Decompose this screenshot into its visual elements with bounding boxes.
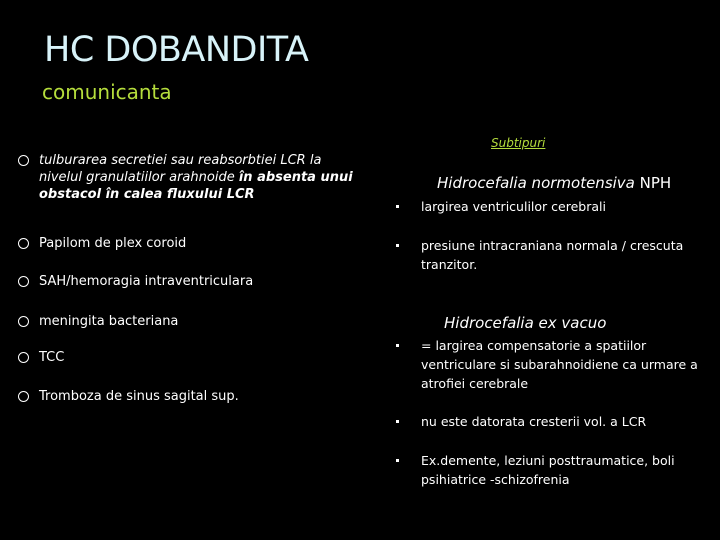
list-item-label: Tromboza de sinus sagital sup. xyxy=(39,389,239,404)
slide-subtitle: comunicanta xyxy=(42,80,172,104)
circle-bullet-icon xyxy=(18,352,29,363)
list-item xyxy=(396,451,716,489)
list-item xyxy=(18,388,356,405)
circle-bullet-icon xyxy=(18,316,29,327)
circle-bullet-icon xyxy=(18,276,29,287)
list-item-label: largirea ventriculilor cerebrali xyxy=(421,199,606,214)
list-item xyxy=(396,412,716,431)
subtypes-heading: Subtipuri xyxy=(491,136,546,150)
list-item xyxy=(18,235,356,252)
square-bullet-icon xyxy=(396,459,399,462)
list-item-label: = largirea compensatorie a spatiilor ventriculare si subarahnoidiene ca urmare a atrofiei cerebrale xyxy=(421,338,698,391)
list-item-label: nu este datorata cresterii vol. a LCR xyxy=(421,414,647,429)
list-item xyxy=(396,336,716,393)
square-bullet-icon xyxy=(396,344,399,347)
definition-text: tulburarea secretiei sau reabsorbtiei LCR la nivelul granulatiilor arahnoide xyxy=(39,153,322,185)
list-item xyxy=(396,197,716,216)
square-bullet-icon xyxy=(396,205,399,208)
circle-bullet-icon xyxy=(18,238,29,249)
definition-emphasis: în absenta unui obstacol în calea fluxului LCR xyxy=(39,170,353,202)
list-item-label: Papilom de plex coroid xyxy=(39,236,187,251)
square-bullet-icon xyxy=(396,420,399,423)
slide-title: HC DOBANDITA xyxy=(44,30,309,70)
ex-vacuo-heading: Hidrocefalia ex vacuo xyxy=(444,314,607,332)
nph-heading: Hidrocefalia normotensiva NPH xyxy=(437,174,672,192)
list-item-label: presiune intracraniana normala / crescuta tranzitor. xyxy=(421,238,684,272)
list-item-label: SAH/hemoragia intraventriculara xyxy=(39,274,254,289)
square-bullet-icon xyxy=(396,244,399,247)
circle-bullet-icon xyxy=(18,391,29,402)
list-item xyxy=(18,349,356,366)
list-item xyxy=(18,273,356,290)
list-item xyxy=(396,236,716,274)
list-item-label: meningita bacteriana xyxy=(39,314,179,329)
list-item xyxy=(18,152,356,203)
list-item-label: Ex.demente, leziuni posttraumatice, boli psihiatrice -schizofrenia xyxy=(421,453,675,487)
list-item-label: TCC xyxy=(39,350,65,365)
circle-bullet-icon xyxy=(18,155,29,166)
list-item xyxy=(18,313,356,330)
